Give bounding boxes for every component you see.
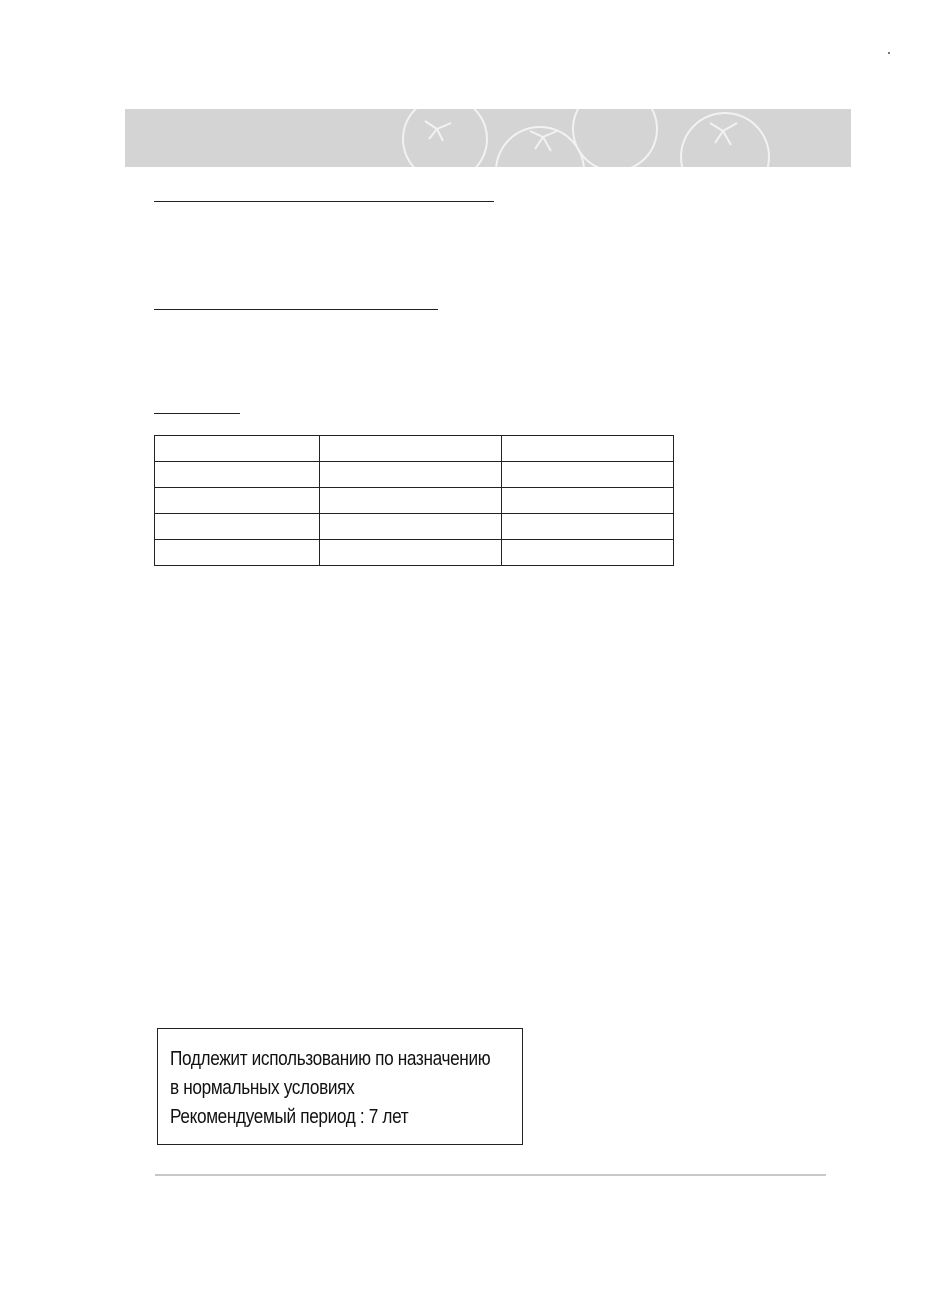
table-cell bbox=[320, 488, 502, 514]
table-cell bbox=[155, 462, 320, 488]
table-cell bbox=[155, 436, 320, 462]
table-row bbox=[155, 540, 674, 566]
service-life-notice bbox=[157, 1028, 523, 1145]
blank-underline-1 bbox=[154, 201, 494, 202]
blank-underline-2 bbox=[154, 309, 438, 310]
table-cell bbox=[155, 540, 320, 566]
table-cell bbox=[502, 514, 674, 540]
table-cell bbox=[502, 436, 674, 462]
notice-line-2: в нормальных условиях bbox=[170, 1077, 355, 1099]
tomato-decoration-icon bbox=[125, 109, 851, 167]
footer-divider bbox=[155, 1174, 826, 1176]
table-cell bbox=[502, 540, 674, 566]
notice-line-3: Рекомендуемый период : 7 лет bbox=[170, 1106, 409, 1128]
table-cell bbox=[502, 462, 674, 488]
table-cell bbox=[320, 436, 502, 462]
table-cell bbox=[320, 540, 502, 566]
corner-mark bbox=[888, 52, 890, 54]
table-cell bbox=[320, 462, 502, 488]
table-cell bbox=[502, 488, 674, 514]
header-banner bbox=[125, 109, 851, 167]
table-cell bbox=[155, 488, 320, 514]
table-cell bbox=[155, 514, 320, 540]
table-row bbox=[155, 436, 674, 462]
notice-line-1: Подлежит использованию по назначению bbox=[170, 1048, 491, 1070]
table-row bbox=[155, 462, 674, 488]
table-row bbox=[155, 488, 674, 514]
table-row bbox=[155, 514, 674, 540]
table-cell bbox=[320, 514, 502, 540]
blank-underline-3 bbox=[154, 413, 240, 414]
spec-table bbox=[154, 435, 674, 566]
